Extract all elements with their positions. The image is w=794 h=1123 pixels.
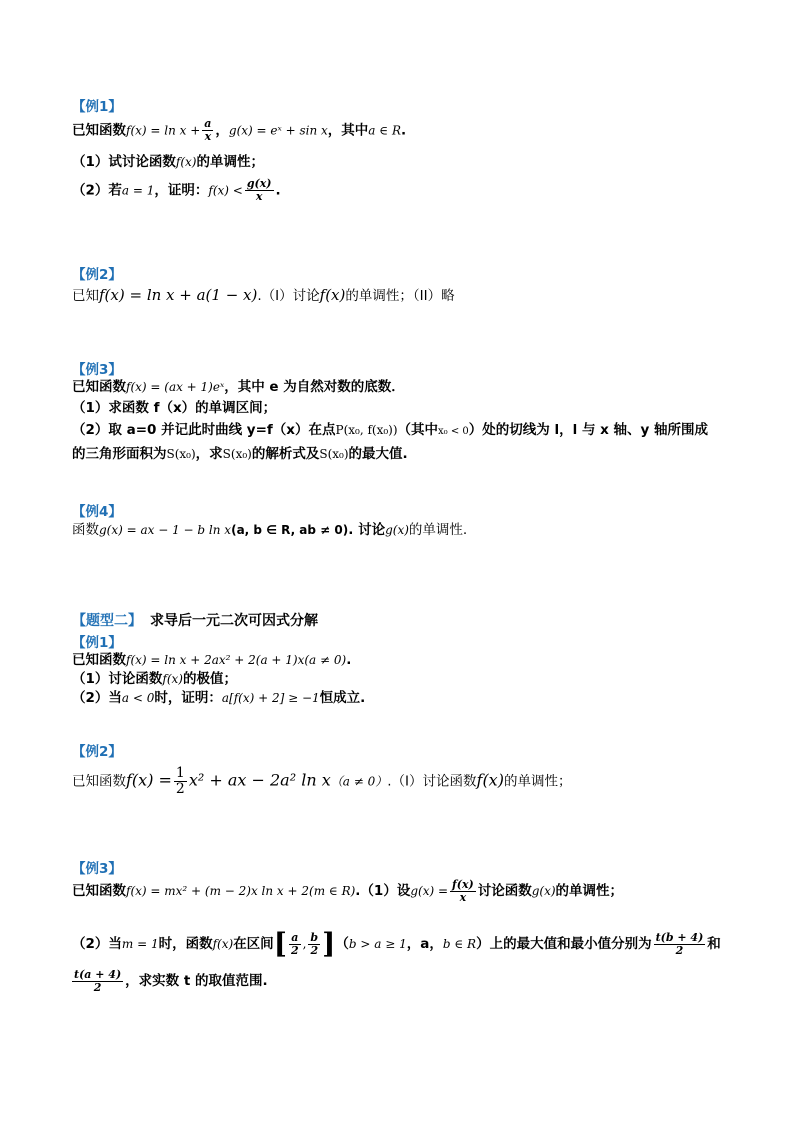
example-5-line-2 xyxy=(72,670,237,688)
text: 的单调性；（II）略 xyxy=(345,288,455,304)
section-heading xyxy=(72,610,318,630)
text: ，求 xyxy=(195,446,223,462)
numerator: 1 xyxy=(175,765,185,781)
text: 和 xyxy=(707,936,721,952)
text: 的单调性； xyxy=(503,773,572,790)
formula: f(x) = (ax + 1)eˣ xyxy=(126,380,225,394)
text: .（I）讨论函数 xyxy=(387,773,477,790)
condition: （a ≠ 0） xyxy=(330,774,388,789)
condition: b > a ≥ 1 xyxy=(348,937,407,951)
example-4-tag: 【例4】 xyxy=(72,504,122,520)
denominator: x xyxy=(204,130,212,143)
text: （2）若 xyxy=(72,182,122,199)
example-3-line-1 xyxy=(72,378,405,396)
example-3-line-4 xyxy=(72,445,408,463)
example-7-line-3 xyxy=(72,966,268,996)
numerator: t(b + 4) xyxy=(655,930,704,944)
text: 的单调性； xyxy=(196,154,264,170)
text: ，其中 e 为自然对数的底数． xyxy=(224,379,405,395)
text: （2）当 xyxy=(72,690,122,706)
text: . xyxy=(346,652,352,668)
denominator: 2 xyxy=(675,943,684,957)
formula: f(x) = ln x + a(1 − x) xyxy=(99,286,258,304)
fraction-b-over-2 xyxy=(308,932,320,957)
example-7-tag: 【例3】 xyxy=(72,861,122,877)
example-5-line-3 xyxy=(72,689,365,707)
formula-g: g(x) = eˣ + sin x xyxy=(228,123,328,138)
text: ，求实数 t 的取值范围. xyxy=(125,973,268,989)
formula: a[f(x) + 2] ≥ −1 xyxy=(221,691,320,705)
example-1-tag: 【例1】 xyxy=(72,99,122,115)
text: ，其中 xyxy=(327,122,369,139)
condition: a = 1 xyxy=(121,183,155,198)
text: 的单调性. xyxy=(408,522,468,538)
condition: x₀ < 0 xyxy=(438,426,469,437)
text: . xyxy=(275,182,281,199)
text: ）处的切线为 l，l 与 x 轴、y 轴所围成 xyxy=(468,422,709,438)
condition: m = 1 xyxy=(121,937,159,951)
left-bracket: [ xyxy=(273,927,287,960)
section-tag: 【题型二】 xyxy=(72,613,142,629)
fraction-a-over-2 xyxy=(289,932,301,957)
formula: f(x) < xyxy=(208,183,243,198)
example-6-tag: 【例2】 xyxy=(72,744,122,760)
denominator: 2 xyxy=(290,943,299,957)
numerator: a xyxy=(289,932,301,945)
example-3-line-3 xyxy=(72,421,708,441)
text: ）上的最大值和最小值分别为 xyxy=(476,936,652,952)
text: 已知函数 xyxy=(72,652,126,668)
denominator: x xyxy=(459,890,467,904)
text: 在区间 xyxy=(233,936,274,952)
formula: f(x) xyxy=(162,672,183,686)
text: ，证明： xyxy=(154,182,209,199)
example-2-line xyxy=(72,286,455,305)
text: 已知函数 xyxy=(72,122,126,139)
example-6-line xyxy=(72,766,571,797)
formula: S(x₀) xyxy=(166,447,196,461)
fraction-min xyxy=(72,969,123,994)
formula: f(x) = mx² + (m − 2)x ln x + 2(m ∈ R) xyxy=(126,884,356,898)
text: .（1）设 xyxy=(355,883,411,899)
right-bracket: ] xyxy=(322,927,336,960)
condition: a < 0 xyxy=(121,691,155,705)
text: 函数 xyxy=(72,522,99,538)
text: 讨论函数 xyxy=(477,883,532,899)
text: 的最大值. xyxy=(348,446,408,462)
numerator: b xyxy=(310,930,319,944)
condition: a ∈ R xyxy=(368,123,401,138)
example-7-line-1 xyxy=(72,876,623,906)
text: 已知 xyxy=(72,288,99,304)
fraction-one-half xyxy=(174,766,187,797)
text: （2）当 xyxy=(72,936,122,952)
denominator: x xyxy=(255,190,263,203)
example-7-line-2: （2）当m = 1时，函数f(x)在区间[ $\frac{a}{2}$ , $\frac{b}{2}$ ]（b > a ≥ 1，a，b ∈ R）上的最大值和最小值分别为 $\frac{t(b + 4)}{2}$ 和 xyxy=(72,927,721,960)
text: .（I）讨论 xyxy=(257,288,320,304)
condition: b ∈ R xyxy=(442,937,477,951)
text: 已知函数 xyxy=(72,773,126,790)
text: ，a， xyxy=(406,936,443,952)
formula: g(x) xyxy=(385,523,409,537)
numerator: a xyxy=(204,117,212,130)
denominator: 2 xyxy=(93,980,102,994)
fraction-g-over-x xyxy=(245,178,274,203)
example-5-line-1 xyxy=(72,651,351,669)
section-title: 求导后一元二次可因式分解 xyxy=(150,613,318,629)
text: 的单调性； xyxy=(555,883,624,899)
text: . 讨论 xyxy=(348,522,386,538)
fraction-max xyxy=(654,932,706,957)
text: 时，函数 xyxy=(158,936,213,952)
text: 时，证明： xyxy=(154,690,222,706)
text: . xyxy=(400,122,407,139)
formula: f(x) xyxy=(319,286,346,304)
text: 的极值； xyxy=(182,671,237,687)
text: ， xyxy=(215,122,229,139)
denominator: 2 xyxy=(175,781,185,797)
condition: (a, b ∈ R, ab ≠ 0) xyxy=(231,523,349,537)
text: 的三角形面积为 xyxy=(72,446,167,462)
example-3-line-2: （1）求函数 f（x）的单调区间； xyxy=(72,400,277,416)
text: 的解析式及 xyxy=(251,446,320,462)
formula: x² + ax − 2a² ln x xyxy=(188,770,331,790)
example-5-tag: 【例1】 xyxy=(72,635,122,651)
formula: g(x) xyxy=(531,884,556,898)
text: （其中 xyxy=(397,422,439,438)
fraction-a-over-x xyxy=(202,118,213,143)
fraction-f-over-x xyxy=(450,879,476,904)
numerator: g(x) xyxy=(246,177,272,190)
point: P(x₀, f(x₀)) xyxy=(335,423,398,437)
example-4-line xyxy=(72,521,467,539)
text: （1）试讨论函数 xyxy=(72,154,176,170)
formula: f(x) xyxy=(212,937,234,951)
text: （1）讨论函数 xyxy=(72,671,163,687)
text: 恒成立. xyxy=(319,690,366,706)
example-1-line-1 xyxy=(72,118,406,143)
example-1-line-2 xyxy=(72,153,264,171)
formula: S(x₀) xyxy=(319,447,349,461)
numerator: t(a + 4) xyxy=(74,967,122,981)
denominator: 2 xyxy=(310,943,319,957)
text: （2）取 a=0 并记此时曲线 y=f（x）在点 xyxy=(72,422,336,438)
formula: f(x) xyxy=(476,770,504,790)
example-1-line-3 xyxy=(72,178,281,203)
formula: g(x) = xyxy=(410,884,449,898)
formula: g(x) = ax − 1 − b ln x xyxy=(99,523,232,537)
text: 已知函数 xyxy=(72,379,126,395)
formula: f(x) xyxy=(175,155,197,169)
example-3-tag: 【例3】 xyxy=(72,362,122,378)
formula: S(x₀) xyxy=(222,447,252,461)
text: 已知函数 xyxy=(72,883,126,899)
example-2-tag: 【例2】 xyxy=(72,267,122,283)
formula: f(x) = ln x + 2ax² + 2(a + 1)x(a ≠ 0) xyxy=(126,653,347,667)
formula: f(x) = xyxy=(126,770,172,790)
formula-f: f(x) = ln x + xyxy=(126,123,201,138)
text: （ xyxy=(335,936,349,952)
numerator: f(x) xyxy=(452,877,474,891)
